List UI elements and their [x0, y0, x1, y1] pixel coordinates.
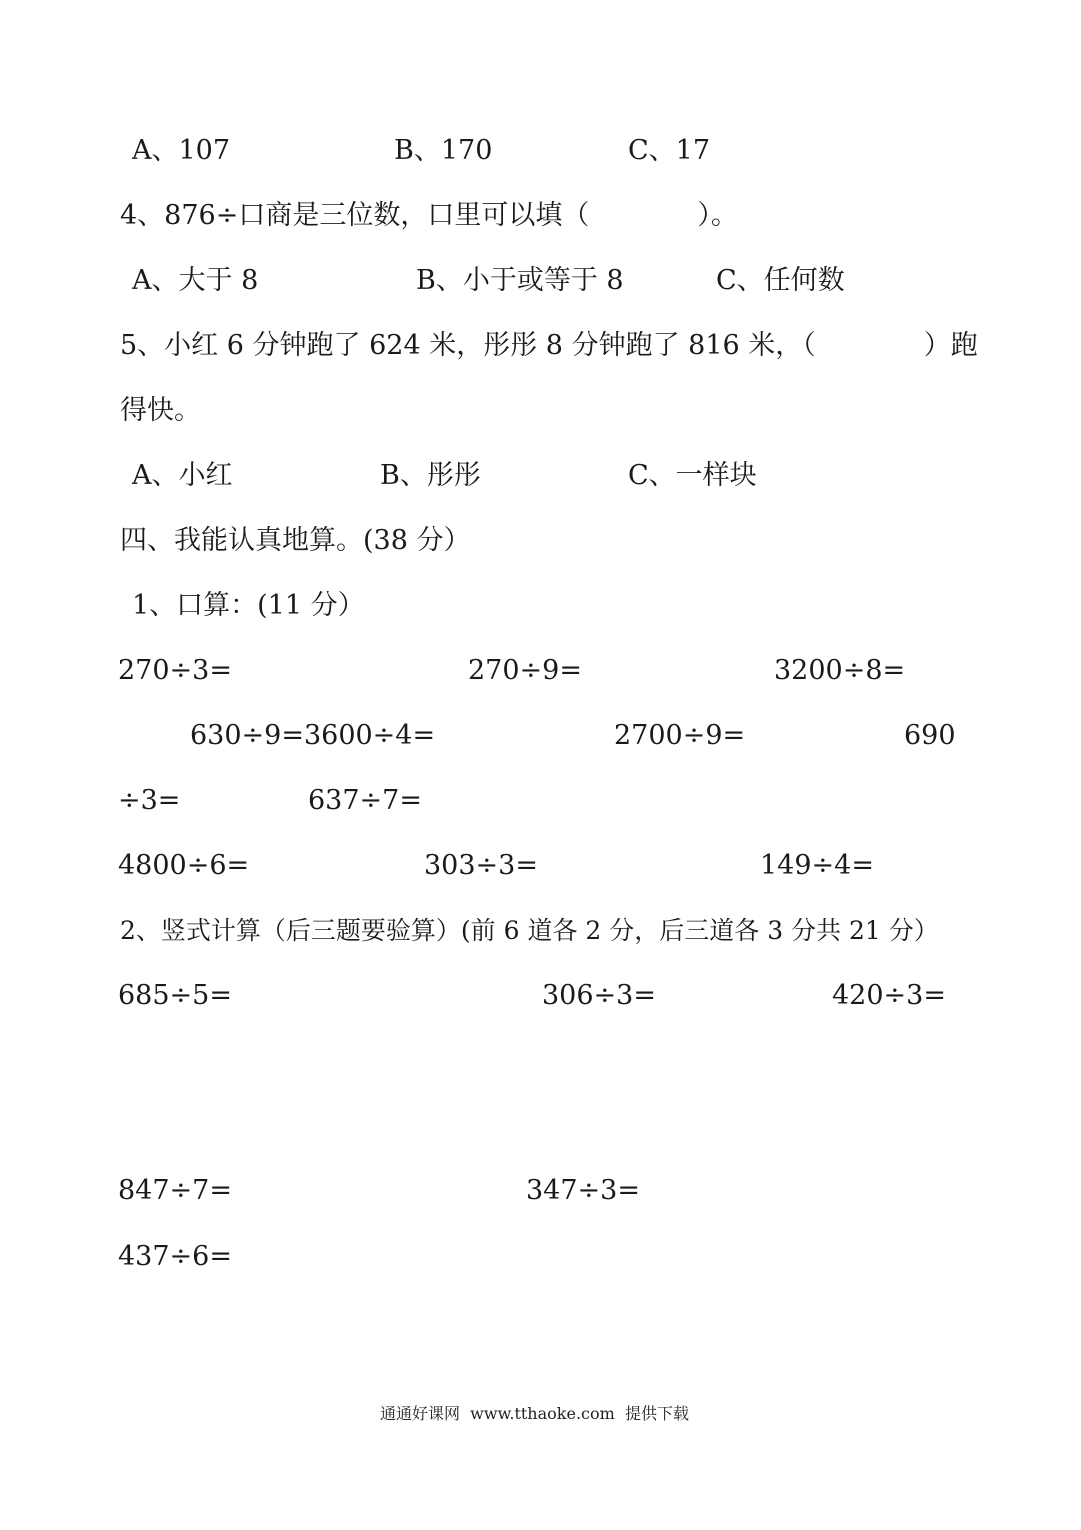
oral-calc-item: 270÷9= — [468, 655, 582, 686]
q5-question-line1: 5、小红 6 分钟跑了 624 米，彤彤 8 分钟跑了 816 米，（ ）跑 — [120, 330, 978, 361]
oral-calc-item: 270÷3= — [118, 655, 232, 686]
q3-option-c: C、17 — [628, 135, 711, 166]
vertical-calc-item: 347÷3= — [526, 1175, 640, 1206]
q5-option-b: B、彤彤 — [380, 460, 481, 491]
vertical-calc-item: 685÷5= — [118, 980, 232, 1011]
part2-heading: 2、竖式计算（后三题要验算）(前 6 道各 2 分，后三道各 3 分共 21 分） — [120, 916, 939, 945]
oral-calc-item: 690 — [904, 720, 956, 751]
q3-option-a: A、107 — [132, 135, 231, 166]
vertical-calc-item: 847÷7= — [118, 1175, 232, 1206]
q4-option-a: A、大于 8 — [132, 265, 259, 296]
q5-option-a: A、小红 — [132, 460, 233, 491]
oral-calc-item: 637÷7= — [308, 785, 422, 816]
section4-heading: 四、我能认真地算。(38 分） — [120, 525, 471, 556]
oral-calc-item: ÷3= — [118, 785, 181, 816]
oral-calc-item: 630÷9=3600÷4= — [190, 720, 436, 751]
q5-question-line2: 得快。 — [120, 395, 201, 426]
q3-option-b: B、170 — [394, 135, 493, 166]
vertical-calc-item: 306÷3= — [542, 980, 656, 1011]
vertical-calc-item: 420÷3= — [832, 980, 946, 1011]
q4-question: 4、876÷口商是三位数，口里可以填（ ）。 — [120, 200, 738, 231]
part1-heading: 1、口算：(11 分） — [132, 590, 365, 621]
oral-calc-item: 3200÷8= — [774, 655, 906, 686]
vertical-calc-item: 437÷6= — [118, 1241, 232, 1272]
oral-calc-item: 4800÷6= — [118, 850, 250, 881]
oral-calc-item: 303÷3= — [424, 850, 538, 881]
page-footer: 通通好课网 www.tthaoke.com 提供下载 — [380, 1404, 689, 1423]
q4-option-c: C、任何数 — [716, 265, 845, 296]
q5-option-c: C、一样块 — [628, 460, 757, 491]
oral-calc-item: 149÷4= — [760, 850, 874, 881]
oral-calc-item: 2700÷9= — [614, 720, 746, 751]
q4-option-b: B、小于或等于 8 — [416, 265, 624, 296]
